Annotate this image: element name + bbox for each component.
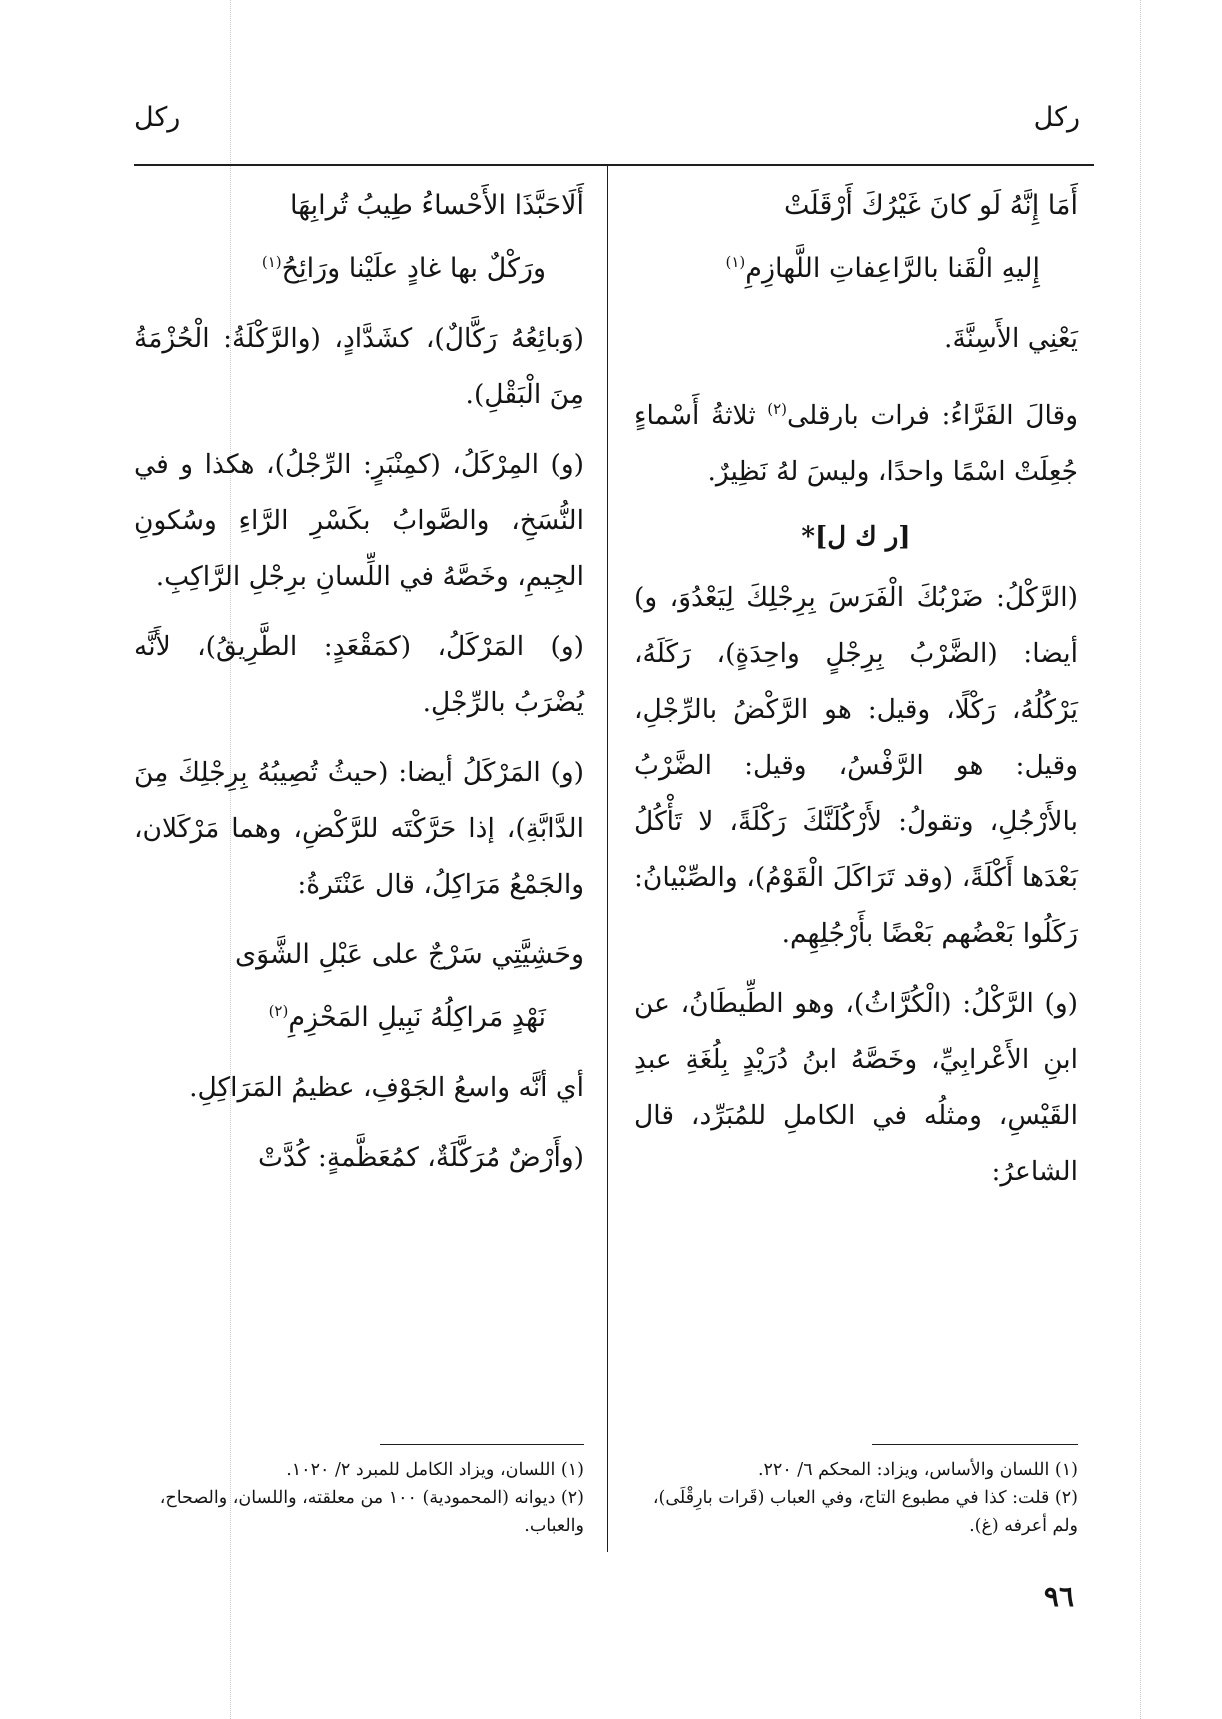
paragraph: وقالَ الفَرَّاءُ: فرات بارقلى$^{(٢)}$ ثلاثةُ أَسْماءٍ جُعِلَتْ اسْمًا واحدًا، وليسَ لهُ نَظِيرٌ.	[634, 399, 1078, 487]
footnote-rule	[380, 1444, 584, 1445]
paragraph: (وَبائِعُهُ رَكَّالٌ)، كشَدَّادٍ، (والرَّكْلَةُ: الْحُزْمَةُ مِنَ الْبَقْلِ).	[134, 323, 584, 410]
footnote-ref: (٢)	[767, 400, 788, 418]
verse-line: أَمَا إِنَّهُ لَو كانَ غَيْرُكَ أَرْقَلَتْ	[784, 190, 1078, 221]
paragraph: (و) المِرْكَلُ، (كمِنْبَرٍ: الرِّجْلُ)، هكذا و في النُّسَخِ، والصَّوابُ بكَسْرِ الرَّاءِ وسُكونِ الجِيمِ، وخَصَّهُ في اللِّسانِ برِجْلِ الرَّاكِبِ.	[134, 449, 584, 592]
column-divider	[607, 166, 608, 1552]
page-number: ٩٦	[1043, 1580, 1074, 1613]
running-header-right: ركل	[1033, 102, 1080, 133]
footnote: (٢) قلت: كذا في مطبوع التاج، وفي العباب (قَرات بارِقْلَى)، ولم أعرفه (غ).	[652, 1488, 1078, 1536]
footnote: (٢) ديوانه (المحمودية) ١٠٠ من معلقته، واللسان، والصحاح، والعباب.	[159, 1488, 584, 1536]
paragraph: يَعْنِي الأَسِنَّةَ.	[944, 323, 1078, 354]
footnotes-left	[134, 1456, 584, 1540]
running-header-left: ركل	[134, 102, 181, 133]
paragraph: (و) المَرْكَلُ أيضا: (حيثُ تُصِيبُهُ بِرِجْلِكَ مِنَ الدَّابَّةِ)، إذا حَرَّكْتَه للرَّكْضِ، وهما مَرْكَلان، والجَمْعُ مَرَاكِلُ، قال عَنْتَرةُ:	[134, 757, 584, 900]
footnote-rule	[872, 1444, 1078, 1445]
right-column	[634, 178, 1078, 1214]
footnote: (١) اللسان والأساس، ويزاد: المحكم ٦/ ٢٢٠.	[757, 1460, 1078, 1480]
footnote-ref: (١)	[725, 253, 746, 271]
header-rule	[134, 164, 1094, 166]
paragraph: (الرَّكْلُ: ضَرْبُكَ الْفَرَسَ بِرِجْلِكَ لِيَعْدُوَ، و) أيضا: (الضَّرْبُ بِرِجْلٍ واحِدَةٍ)، رَكَلَهُ، يَرْكُلُهُ، رَكْلًا، وقيل: هو الرَّكْضُ بالرِّجْلِ، وقيل: هو الرَّفْسُ، وقيل: الضَّرْبُ بالأَرْجُلِ، وتقولُ: لأَرْكُلَنَّكَ رَكْلَةً، لا تَأْكُلُ بَعْدَها أَكْلَةً، (وقد تَرَاكَلَ الْقَوْمُ)، والصِّبْيانُ: رَكَلُوا بَعْضُهم بَعْضًا بأَرْجُلِهِم.	[634, 581, 1078, 949]
entry-heading: [ر ك ل]*	[801, 521, 911, 552]
verse	[134, 927, 584, 1046]
footnote-ref: (١)	[261, 253, 282, 271]
verse-line: إِليهِ الْقَنا بالرَّاعِفاتِ اللَّهازِمِ$^{(١)}$	[725, 253, 1040, 284]
verse-line: وحَشِيَّتِي سَرْجٌ على عَبْلِ الشَّوَى	[234, 939, 584, 970]
verse-line: نَهْدٍ مَراكِلُهُ نَبِيلِ المَحْزِمِ$^{(٢)}$	[268, 1002, 546, 1033]
paragraph: (و) المَرْكَلُ، (كمَقْعَدٍ: الطَّرِيقُ)، لأَنَّه يُضْرَبُ بالرِّجْلِ.	[134, 631, 584, 718]
footnotes-right	[648, 1456, 1078, 1540]
left-column	[134, 178, 584, 1200]
verse	[134, 178, 584, 297]
paragraph: أي أنَّه واسعُ الجَوْفِ، عظيمُ المَرَاكِلِ.	[189, 1072, 584, 1103]
footnote-ref: (٢)	[268, 1002, 289, 1020]
paragraph: (وأَرْضٌ مُرَكَّلَةٌ، كمُعَظَّمةٍ: كُدَّتْ	[258, 1142, 584, 1173]
scan-guide-line	[1140, 0, 1141, 1719]
footnote: (١) اللسان، ويزاد الكامل للمبرد ٢/ ١٠٢٠.	[286, 1460, 584, 1480]
verse-line: ورَكْلٌ بها غادٍ علَيْنا ورَائِحُ$^{(١)}$	[261, 253, 546, 284]
verse	[634, 178, 1078, 297]
paragraph: (و) الرَّكْلُ: (الْكُرَّاثُ)، وهو الطِّيطَانُ، عن ابنِ الأَعْرابِيِّ، وخَصَّهُ ابنُ دُرَيْدٍ بِلُغَةِ عبدِ القَيْسِ، ومثلُه في الكاملِ للمُبَرِّد، قال الشاعرُ:	[634, 987, 1078, 1187]
verse-line: أَلَاحَبَّذَا الأَحْساءُ طِيبُ تُرابِهَا	[289, 190, 584, 221]
